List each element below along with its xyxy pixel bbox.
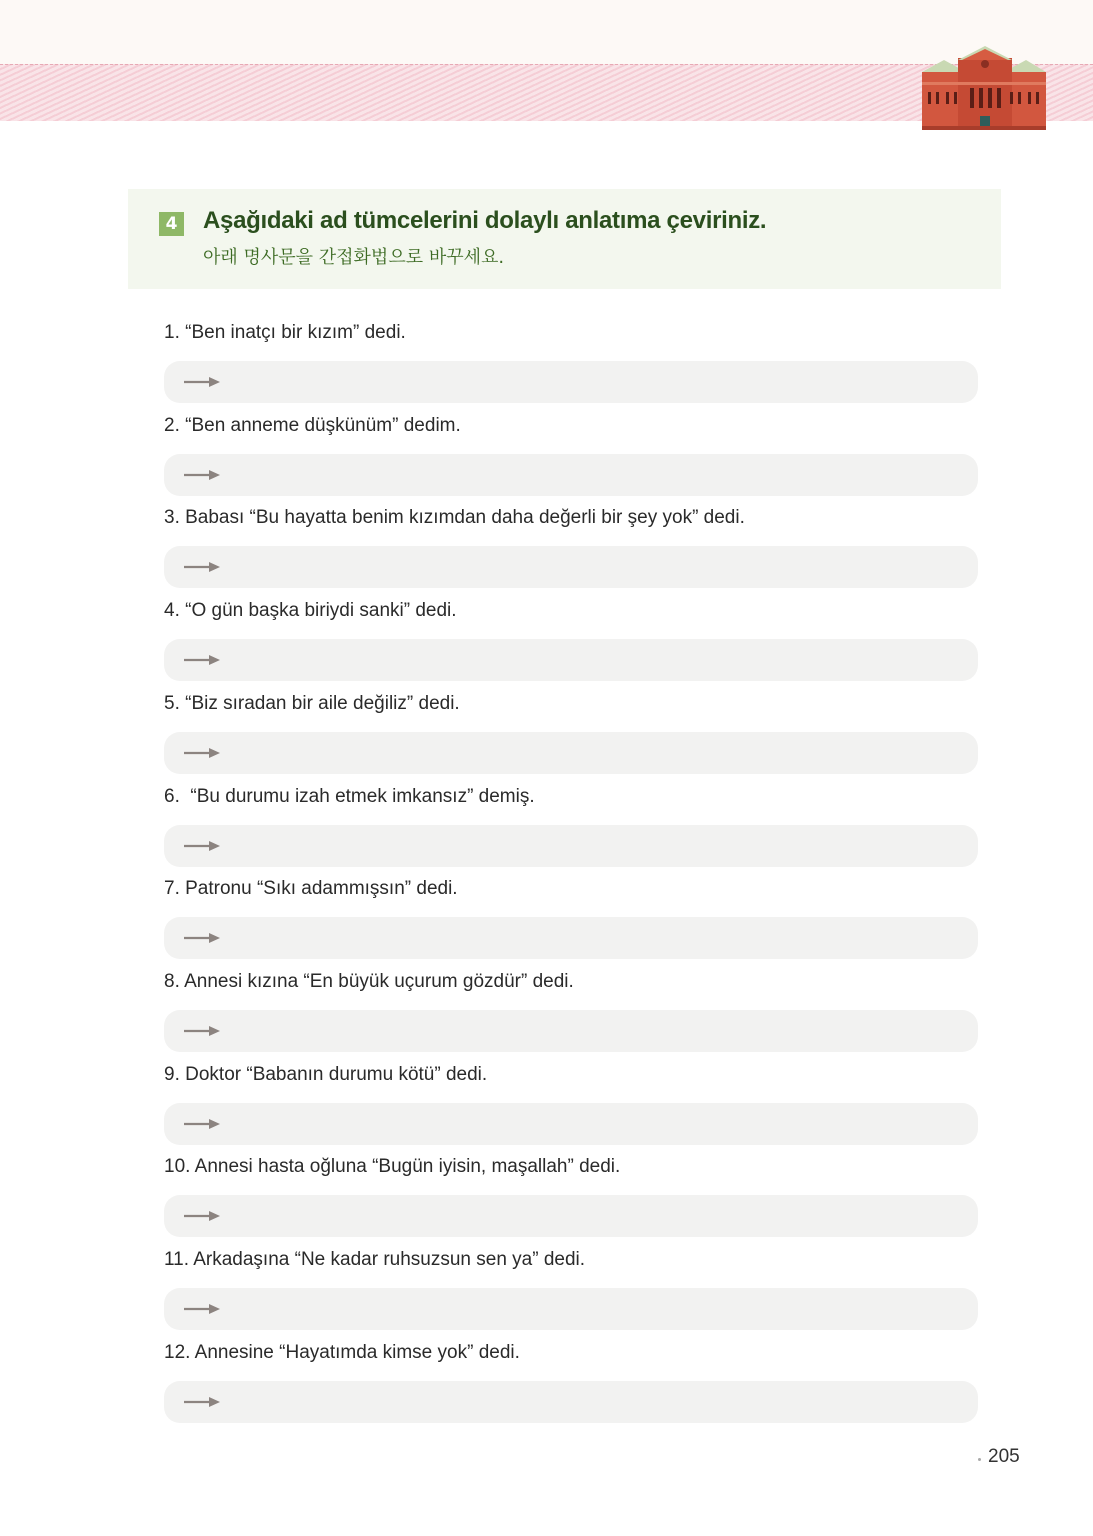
exercise-item-label: 10. Annesi hasta oğluna “Bugün iyisin, maşallah” dedi. xyxy=(164,1156,621,1177)
exercise-item-label: 3. Babası “Bu hayatta benim kızımdan daha değerli bir şey yok” dedi. xyxy=(164,507,745,528)
exercise-item-label: 1. “Ben inatçı bir kızım” dedi. xyxy=(164,322,406,343)
exercise-item-label: 7. Patronu “Sıkı adammışsın” dedi. xyxy=(164,878,458,899)
answer-field[interactable] xyxy=(164,825,978,867)
exercise-title: Aşağıdaki ad tümcelerini dolaylı anlatıma çeviriniz. xyxy=(203,207,767,234)
exercise-item-label: 8. Annesi kızına “En büyük uçurum gözdür” dedi. xyxy=(164,971,574,992)
page-number-dot xyxy=(978,1458,981,1461)
answer-field[interactable] xyxy=(164,639,978,681)
arrow-right-icon xyxy=(184,1210,220,1222)
answer-field[interactable] xyxy=(164,1103,978,1145)
exercise-number-badge: 4 xyxy=(159,212,184,236)
exercise-item-label: 12. Annesine “Hayatımda kimse yok” dedi. xyxy=(164,1342,520,1363)
answer-field[interactable] xyxy=(164,361,978,403)
arrow-right-icon xyxy=(184,1118,220,1130)
answer-field[interactable] xyxy=(164,1195,978,1237)
exercise-item-label: 2. “Ben anneme düşkünüm” dedim. xyxy=(164,415,461,436)
answer-field[interactable] xyxy=(164,1381,978,1423)
building-illustration xyxy=(922,46,1048,132)
exercise-item-label: 6. “Bu durumu izah etmek imkansız” demiş. xyxy=(164,786,535,807)
answer-field[interactable] xyxy=(164,732,978,774)
answer-field[interactable] xyxy=(164,546,978,588)
arrow-right-icon xyxy=(184,747,220,759)
exercise-item-label: 5. “Biz sıradan bir aile değiliz” dedi. xyxy=(164,693,460,714)
arrow-right-icon xyxy=(184,1025,220,1037)
arrow-right-icon xyxy=(184,932,220,944)
exercise-item-label: 9. Doktor “Babanın durumu kötü” dedi. xyxy=(164,1064,488,1085)
arrow-right-icon xyxy=(184,1303,220,1315)
arrow-right-icon xyxy=(184,1396,220,1408)
exercise-subtitle: 아래 명사문을 간접화법으로 바꾸세요. xyxy=(203,247,505,268)
arrow-right-icon xyxy=(184,561,220,573)
answer-field[interactable] xyxy=(164,1010,978,1052)
arrow-right-icon xyxy=(184,376,220,388)
exercise-header xyxy=(128,189,1001,289)
answer-field[interactable] xyxy=(164,454,978,496)
exercise-item-label: 11. Arkadaşına “Ne kadar ruhsuzsun sen ya” dedi. xyxy=(164,1249,586,1270)
page-number: 205 xyxy=(988,1446,1020,1467)
arrow-right-icon xyxy=(184,469,220,481)
exercise-item-label: 4. “O gün başka biriydi sanki” dedi. xyxy=(164,600,457,621)
answer-field[interactable] xyxy=(164,1288,978,1330)
answer-field[interactable] xyxy=(164,917,978,959)
arrow-right-icon xyxy=(184,654,220,666)
arrow-right-icon xyxy=(184,840,220,852)
